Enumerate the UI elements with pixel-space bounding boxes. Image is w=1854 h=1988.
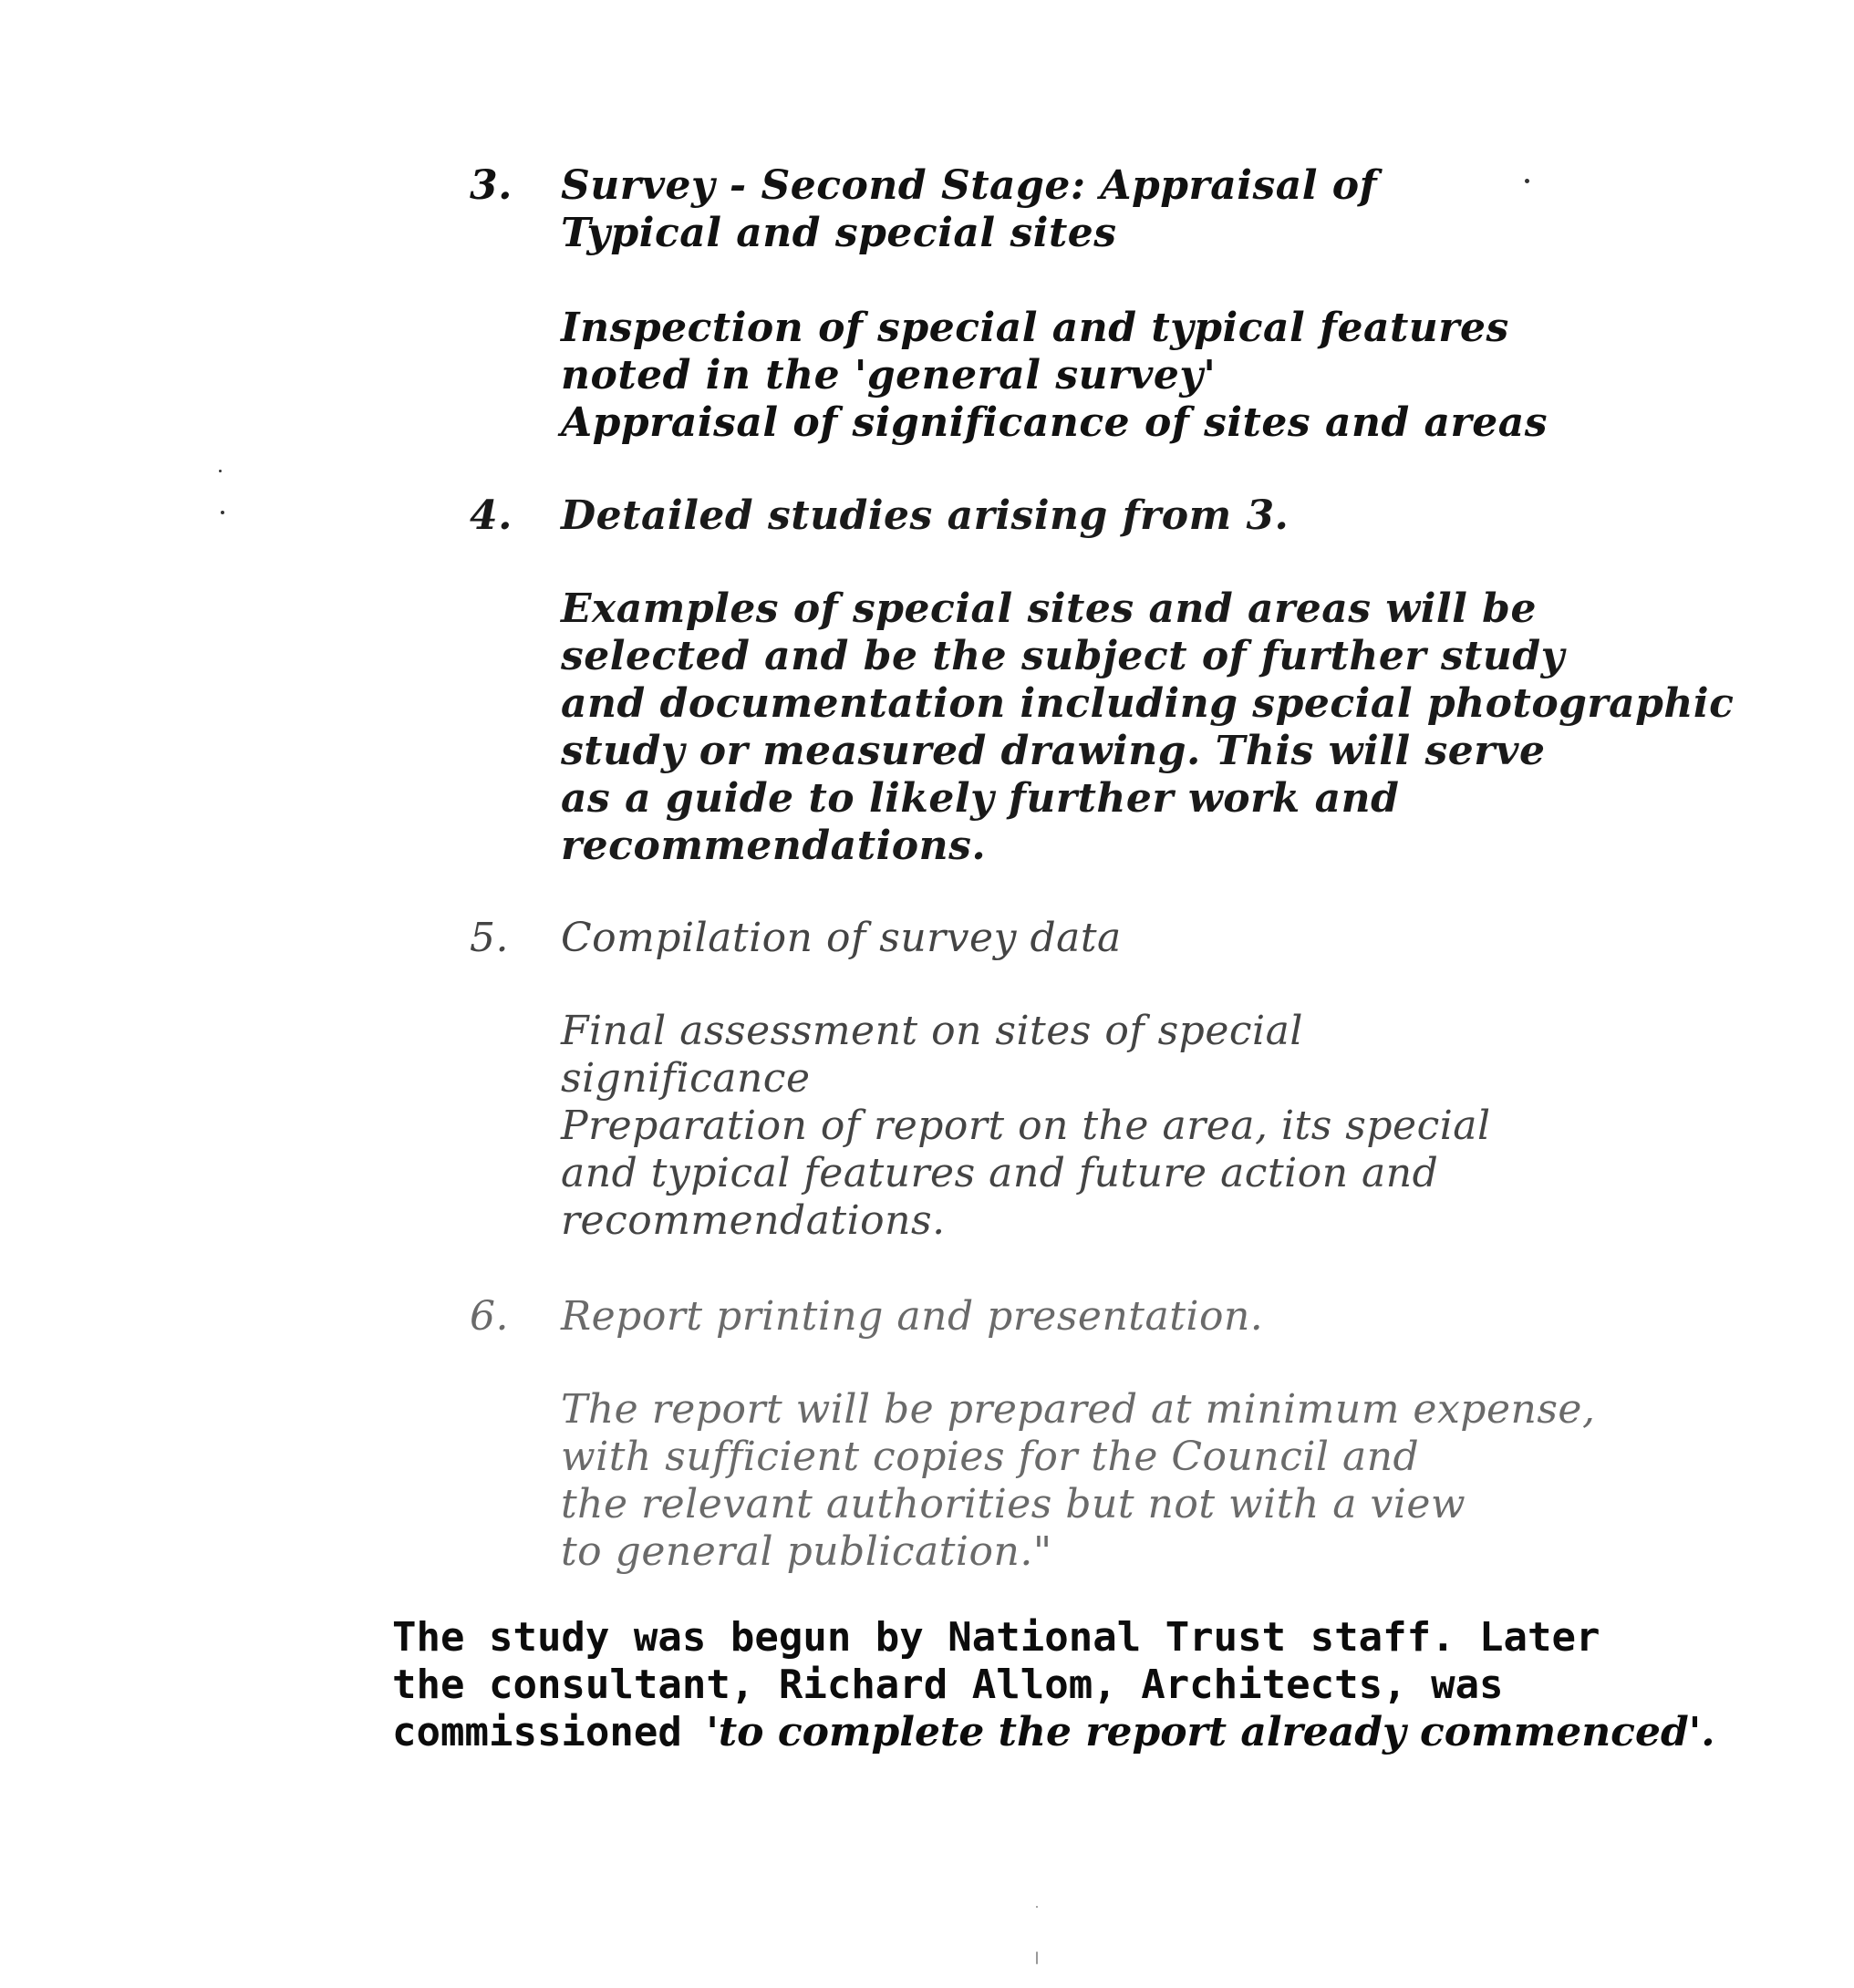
item-number: 4. [470, 492, 513, 539]
heading-line: Report printing and presentation. [561, 1293, 1264, 1340]
body-line: and typical features and future action and [561, 1150, 1439, 1196]
body-line: Examples of special sites and areas will be [561, 585, 1537, 632]
paragraph-line: The study was begun by National Trust staff. Later [392, 1614, 1600, 1661]
item-heading [561, 162, 1765, 257]
body-line: study or measured drawing. This will serve [561, 728, 1546, 774]
item-heading [561, 915, 1765, 962]
body-line: selected and be the subject of further study [561, 633, 1565, 679]
heading-line: Detailed studies arising from 3. [561, 492, 1290, 539]
scan-speck [1525, 179, 1529, 183]
body-line: the relevant authorities but not with a view [561, 1481, 1466, 1527]
body-line: recommendations. [561, 823, 987, 869]
paragraph-line [392, 1709, 1815, 1756]
scan-speck [221, 511, 224, 514]
paragraph-line: the consultant, Richard Allom, Architects, was [392, 1662, 1504, 1708]
body-line: significance [561, 1055, 811, 1102]
list-item-5 [470, 915, 1765, 1245]
scan-speck [1036, 1906, 1038, 1908]
scan-speck [1036, 1952, 1038, 1964]
body-line: noted in the 'general survey' [561, 352, 1217, 399]
body-line: Preparation of report on the area, its special [561, 1103, 1491, 1149]
body-line: Final assessment on sites of special [561, 1008, 1303, 1054]
closing-paragraph [392, 1614, 1815, 1756]
scan-speck [219, 470, 222, 472]
item-body [561, 1008, 1765, 1245]
item-body [561, 305, 1765, 447]
list-item-3 [470, 162, 1765, 447]
body-line: recommendations. [561, 1197, 946, 1244]
item-heading [561, 492, 1765, 540]
list-item-6 [470, 1293, 1765, 1576]
list-item-4 [470, 492, 1765, 870]
item-heading [561, 1293, 1765, 1341]
heading-line: Compilation of survey data [561, 915, 1122, 961]
body-line: The report will be prepared at minimum expense, [561, 1386, 1596, 1433]
body-line: to general publication." [561, 1528, 1052, 1575]
paragraph-text: commissioned [392, 1709, 707, 1755]
item-body [561, 585, 1765, 870]
heading-line: Survey - Second Stage: Appraisal of [561, 162, 1378, 209]
item-number: 6. [470, 1293, 509, 1340]
body-line: and documentation including special photographic [561, 680, 1735, 727]
body-line: Appraisal of significance of sites and areas [561, 399, 1548, 446]
item-number: 3. [470, 162, 513, 209]
item-number: 5. [470, 915, 509, 961]
commission-quote: 'to complete the report already commenced'. [706, 1709, 1715, 1755]
item-body [561, 1386, 1765, 1576]
body-line: with sufficient copies for the Council and [561, 1434, 1420, 1480]
body-line: as a guide to likely further work and [561, 775, 1400, 822]
heading-line: Typical and special sites [561, 210, 1117, 256]
body-line: Inspection of special and typical features [561, 305, 1509, 351]
